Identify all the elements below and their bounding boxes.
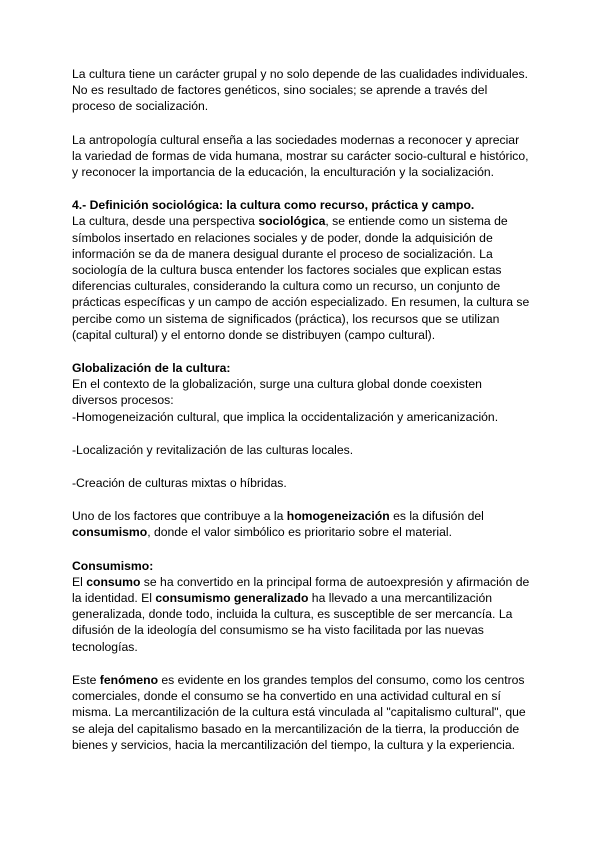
text-line: y reconocer la importancia de la educación, la enculturación y la socialización. [72,165,495,180]
text-line [72,524,540,540]
section-globalization [72,360,540,425]
text-line: difusión de la ideología del consumismo se ha visto facilitada por las nuevas [72,623,484,638]
text-span: ha llevado a una mercantilización [308,591,493,606]
text-line: diversos procesos: [72,393,174,408]
section-heading: Globalización de la cultura: [72,361,231,376]
text-line: proceso de socialización. [72,99,209,114]
text-line [72,574,540,590]
bold-term: consumismo generalizado [155,591,309,606]
text-line: comerciales, donde el consumo se ha convertido en una actividad cultural en sí [72,689,501,704]
bold-term: homogeneización [286,509,390,524]
text-line: No es resultado de factores genéticos, sino sociales; se aprende a través del [72,83,488,98]
text-span: es evidente en los grandes templos del consumo, como los centros [158,672,525,687]
text-span: Este [72,672,100,687]
text-line: generalizada, donde todo, incluida la cultura, es susceptible de ser mercancía. La [72,607,513,622]
text-line: símbolos insertado en relaciones sociales y de poder, donde la adquisición de [72,230,493,245]
text-line: diferencias culturales, considerando la cultura como un recurso, un conjunto de [72,279,501,294]
text-line: tecnologías. [72,639,138,654]
text-line: la variedad de formas de vida humana, mostrar su carácter socio-cultural e histórico, [72,148,529,163]
text-line: se aleja del capitalismo basado en la mercantilización de la tierra, la producción de [72,721,520,736]
text-line: La cultura tiene un carácter grupal y no solo depende de las cualidades individuales. [72,67,528,81]
section-sociological-definition [72,197,540,343]
text-span: , se entiende como un sistema de [325,214,508,229]
list-item: -Homogeneización cultural, que implica la occidentalización y americanización. [72,409,499,424]
list-item: -Creación de culturas mixtas o híbridas. [72,476,287,491]
text-line [72,590,540,606]
paragraph-culture-group [72,66,540,115]
text-line: (capital cultural) y el entorno donde se distribuyen (campo cultural). [72,327,436,342]
bold-term: fenómeno [99,672,159,687]
list-item: -Localización y revitalización de las culturas locales. [72,442,354,457]
text-line: En el contexto de la globalización, surge una cultura global donde coexisten [72,377,482,392]
text-span: Uno de los factores que contribuye a la [72,509,287,524]
paragraph-hybrid [72,475,540,491]
text-line [72,508,540,524]
text-line: prácticas específicas y un campo de acción especializado. En resumen, la cultura se [72,295,530,310]
section-heading: 4.- Definición sociológica: la cultura como recurso, práctica y campo. [72,198,475,213]
text-span: La cultura, desde una perspectiva [72,214,259,229]
text-span: es la difusión del [389,509,484,524]
paragraph-phenomenon [72,672,540,753]
text-span: se ha convertido en la principal forma de autoexpresión y afirmación de [140,574,530,589]
text-line: La antropología cultural enseña a las sociedades modernas a reconocer y apreciar [72,132,520,147]
text-line [72,672,540,688]
text-span: , donde el valor simbólico es prioritario sobre el material. [147,525,453,540]
paragraph-anthropology [72,132,540,181]
text-line: percibe como un sistema de significados (práctica), los recursos que se utilizan [72,311,500,326]
text-span: El [72,574,87,589]
bold-term: consumismo [72,525,148,540]
text-line [72,213,540,229]
bold-term: consumo [86,574,141,589]
text-line: información se da de manera desigual durante el proceso de socialización. La [72,246,493,261]
bold-term: sociológica [258,214,326,229]
paragraph-homogenization-factor [72,508,540,540]
paragraph-localization [72,442,540,458]
section-heading: Consumismo: [72,558,154,573]
text-line: misma. La mercantilización de la cultura está vinculada al "capitalismo cultural", que [72,705,526,720]
text-line: sociología de la cultura busca entender los factores sociales que explican estas [72,263,502,278]
text-line: bienes y servicios, hacia la mercantilización del tiempo, la cultura y la experiencia. [72,737,516,752]
section-consumerism [72,558,540,655]
text-span: la identidad. El [72,591,156,606]
